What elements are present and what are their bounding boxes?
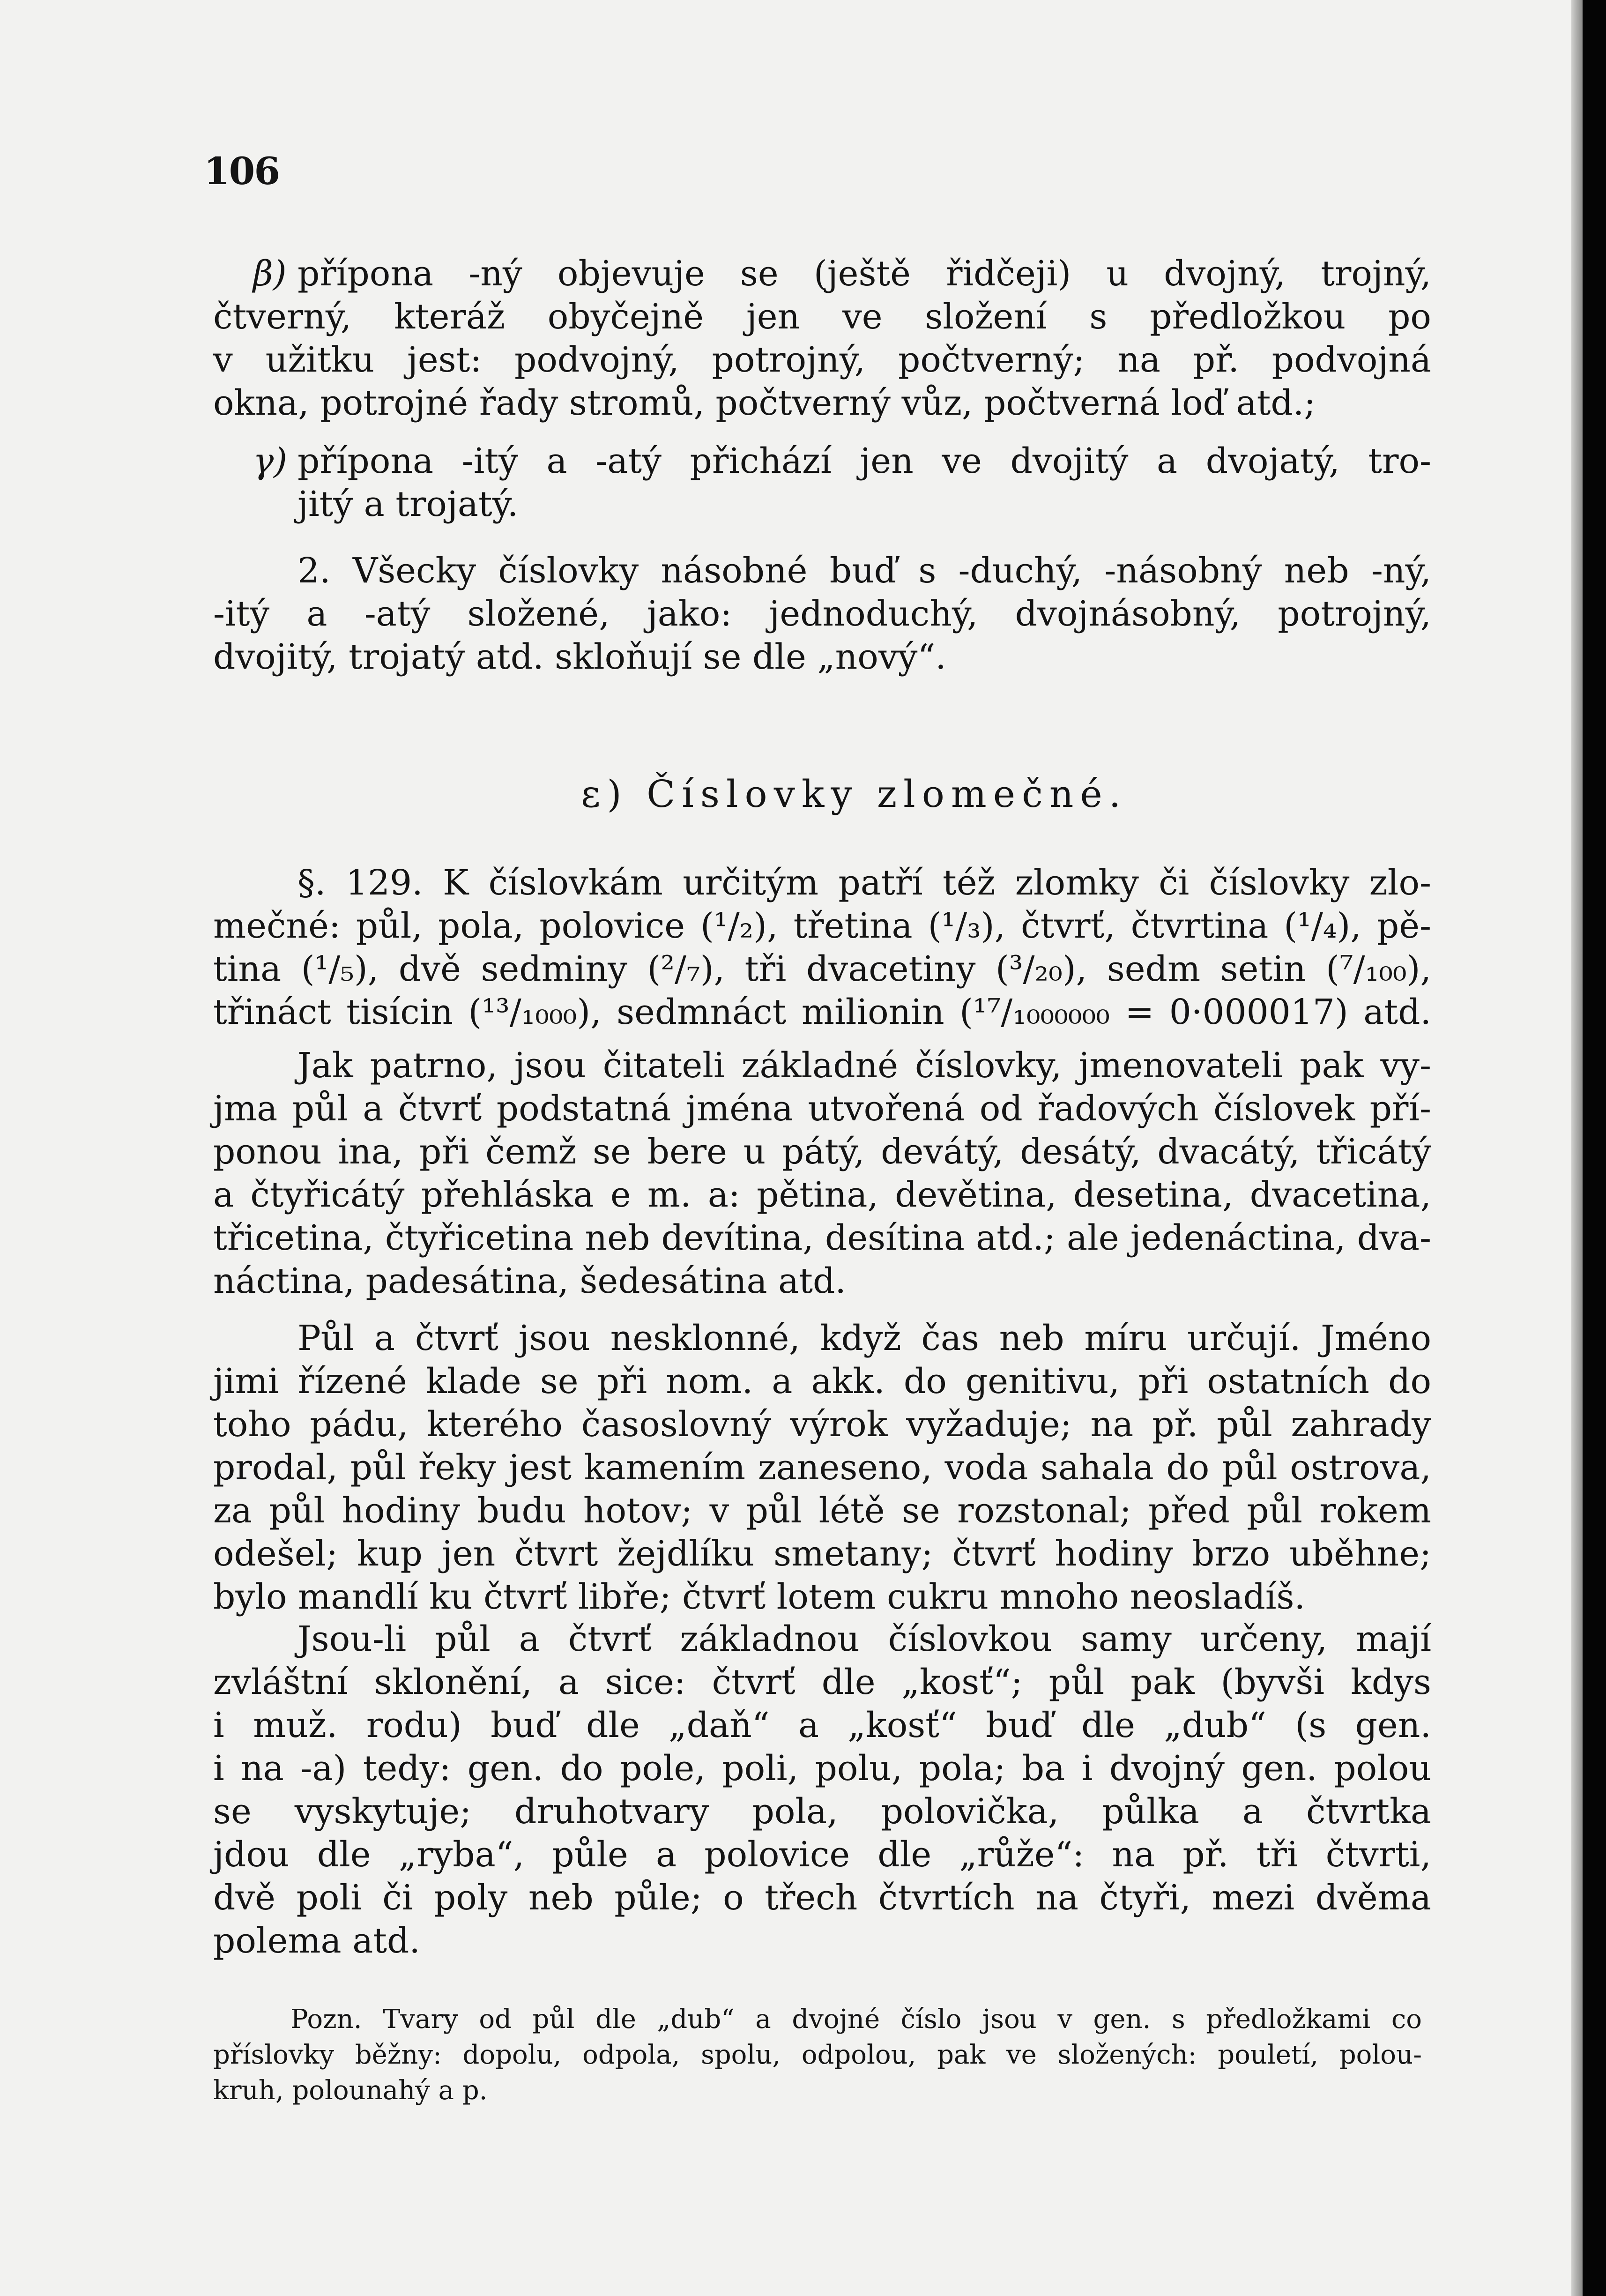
text-line: čtverný, kteráž obyčejně jen ve složení s předložkou po xyxy=(213,297,1431,337)
section-heading: ε) Číslovky zlomečné. xyxy=(581,772,1128,816)
text-line: třicetina, čtyřicetina neb devítina, desítina atd.; ale jedenáctina, dva- xyxy=(213,1218,1431,1258)
text-line: zvláštní sklonění, a sice: čtvrť dle „kosť“; půl pak (byvši kdys xyxy=(213,1662,1431,1702)
footnote-line: kruh, polounahý a p. xyxy=(213,2075,488,2106)
text-line: v užitku jest: podvojný, potrojný, počtverný; na př. podvojná xyxy=(213,340,1431,380)
item-beta xyxy=(213,252,1431,440)
text-line: tina (¹/₅), dvě sedminy (²/₇), tři dvacetiny (³/₂₀), sedm setin (⁷/₁₀₀), xyxy=(213,949,1431,989)
footnote-line: příslovky běžny: dopolu, odpola, spolu, odpolou, pak ve složených: pouletí, polou- xyxy=(213,2040,1422,2070)
text-line: jma půl a čtvrť podstatná jména utvořená od řadových číslovek pří- xyxy=(213,1088,1431,1129)
page-edge-shadow xyxy=(1571,0,1583,2296)
text-line: se vyskytuje; druhotvary pola, polovička, půlka a čtvrtka xyxy=(213,1791,1431,1832)
text-line: jimi řízené klade se při nom. a akk. do genitivu, při ostatních do xyxy=(213,1361,1431,1401)
text-line: dvě poli či poly neb půle; o třech čtvrtích na čtyři, mezi dvěma xyxy=(213,1878,1431,1918)
text-line: odešel; kup jen čtvrt žejdlíku smetany; čtvrť hodiny brzo uběhne; xyxy=(213,1534,1431,1574)
paragraph-2 xyxy=(213,549,1431,685)
text-line: 2. Všecky číslovky násobné buď s -duchý, -násobný neb -ný, xyxy=(297,551,1431,591)
item-gamma xyxy=(213,440,1431,533)
text-line: Půl a čtvrť jsou nesklonné, když čas neb míru určují. Jméno xyxy=(297,1318,1431,1358)
text-line: prodal, půl řeky jest kamením zaneseno, voda sahala do půl ostrova, xyxy=(213,1447,1431,1488)
text-line: bylo mandlí ku čtvrť libře; čtvrť lotem cukru mnoho neosladíš. xyxy=(213,1577,1306,1617)
text-line: třináct tisícin (¹³/₁₀₀₀), sedmnáct milionin (¹⁷/₁₀₀₀₀₀₀ = 0·000017) atd. xyxy=(213,992,1431,1032)
text-line: §. 129. K číslovkám určitým patří též zlomky či číslovky zlo- xyxy=(297,863,1431,903)
text-line: jitý a trojatý. xyxy=(297,484,519,524)
text-line: za půl hodiny budu hotov; v půl létě se rozstonal; před půl rokem xyxy=(213,1491,1431,1531)
text-line: dvojitý, trojatý atd. skloňují se dle „nový“. xyxy=(213,637,946,677)
text-line: polema atd. xyxy=(213,1921,420,1961)
text-line: ponou ina, při čemž se bere u pátý, devátý, desátý, dvacátý, třicátý xyxy=(213,1132,1431,1172)
page-number: 106 xyxy=(204,149,279,193)
footnote-line: Pozn. Tvary od půl dle „dub“ a dvojné číslo jsou v gen. s předložkami co xyxy=(290,2004,1422,2035)
paragraph-129 xyxy=(213,861,1431,1039)
text-line: přípona -ný objevuje se (ještě řidčeji) u dvojný, trojný, xyxy=(297,253,1431,294)
item-beta-label: β) xyxy=(253,253,287,294)
text-line: jdou dle „ryba“, půle a polovice dle „růže“: na př. tři čtvrti, xyxy=(213,1834,1431,1875)
text-line: náctina, padesátina, šedesátina atd. xyxy=(213,1261,846,1301)
text-line: -itý a -atý složené, jako: jednoduchý, dvojnásobný, potrojný, xyxy=(213,594,1431,634)
text-line: i na -a) tedy: gen. do pole, poli, polu, pola; ba i dvojný gen. polou xyxy=(213,1748,1431,1789)
text-line: toho pádu, kterého časoslovný výrok vyžaduje; na př. půl zahrady xyxy=(213,1404,1431,1445)
text-line: mečné: půl, pola, polovice (¹/₂), třetina (¹/₃), čtvrť, čtvrtina (¹/₄), pě- xyxy=(213,906,1431,946)
paragraph-jsou-li xyxy=(213,1618,1431,1974)
paragraph-pul-a-ctvrt xyxy=(213,1317,1431,1626)
paragraph-jak-patrno xyxy=(213,1044,1431,1306)
text-line: a čtyřicátý přehláska e m. a: pětina, devětina, desetina, dvacetina, xyxy=(213,1175,1431,1215)
text-line: Jak patrno, jsou čitateli základné číslovky, jmenovateli pak vy- xyxy=(297,1045,1431,1086)
text-line: Jsou-li půl a čtvrť základnou číslovkou samy určeny, mají xyxy=(297,1619,1431,1659)
text-line: přípona -itý a -atý přichází jen ve dvojitý a dvojatý, tro- xyxy=(297,441,1431,481)
text-line: okna, potrojné řady stromů, počtverný vůz, počtverná loď atd.; xyxy=(213,383,1316,423)
footnote xyxy=(213,2002,1431,2114)
page-edge xyxy=(1583,0,1606,2296)
text-line: i muž. rodu) buď dle „daň“ a „kosť“ buď dle „dub“ (s gen. xyxy=(213,1705,1431,1745)
item-gamma-label: γ) xyxy=(253,441,288,481)
